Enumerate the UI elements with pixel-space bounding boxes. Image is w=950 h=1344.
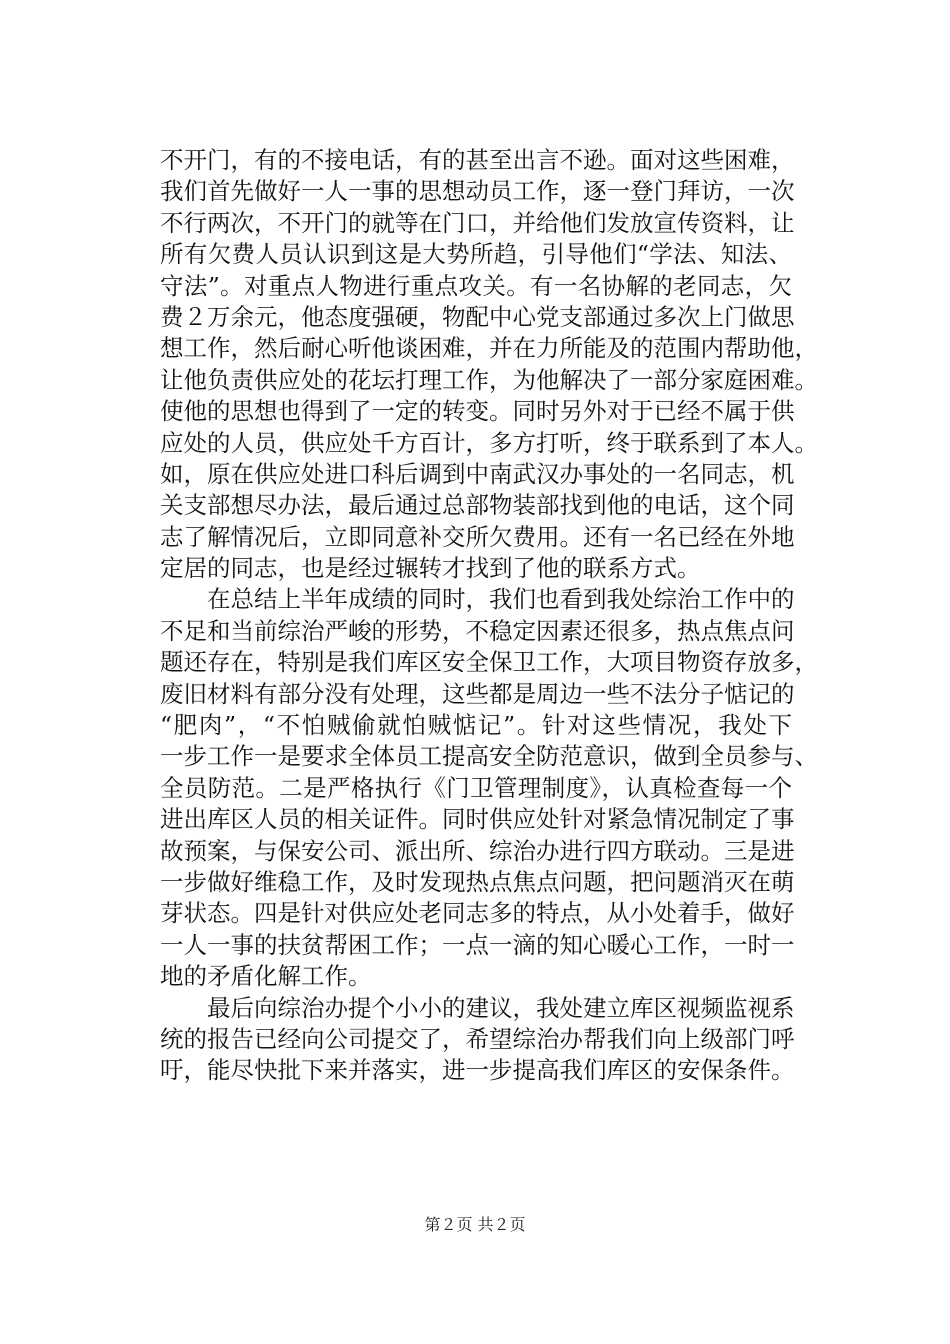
text-line: 一步工作一是要求全体员工提高安全防范意识，做到全员参与、 [160,742,818,771]
text-line: 费２万余元，他态度强硬，物配中心党支部通过多次上门做思 [160,302,795,331]
text-line: 我们首先做好一人一事的思想动员工作，逐一登门拜访，一次 [160,177,795,206]
text-line: “肥肉”，“不怕贼偷就怕贼惦记”。针对这些情况，我处下 [160,711,792,740]
paragraph [160,993,795,1087]
text-line: 不足和当前综治严峻的形势，不稳定因素还很多，热点焦点问 [160,616,795,645]
text-line: 全员防范。二是严格执行《门卫管理制度》，认真检查每一个 [160,773,792,802]
text-line: 不开门，有的不接电话，有的甚至出言不逊。面对这些困难， [160,146,795,174]
paragraph [160,145,818,584]
text-line: 守法”。对重点人物进行重点攻关。有一名协解的老同志，欠 [160,271,792,300]
text-line: 废旧材料有部分没有处理，这些都是周边一些不法分子惦记的 [160,679,795,708]
text-line: 想工作，然后耐心听他谈困难，并在力所能及的范围内帮助他， [160,334,818,363]
text-line: 地的矛盾化解工作。 [160,962,372,991]
page-footer: 第２页 共２页 [424,1215,526,1234]
text-line: 吁，能尽快批下来并落实，进一步提高我们库区的安保条件。 [160,1056,795,1085]
document-body [160,145,818,1087]
text-line: 关支部想尽办法，最后通过总部物装部找到他的电话，这个同 [160,491,795,520]
text-line: 让他负责供应处的花坛打理工作，为他解决了一部分家庭困难。 [160,365,818,394]
text-line: 一人一事的扶贫帮困工作；一点一滴的知心暖心工作，一时一 [160,930,795,959]
text-line: 在总结上半年成绩的同时，我们也看到我处综治工作中的 [207,585,795,614]
text-line: 故预案，与保安公司、派出所、综治办进行四方联动。三是进 [160,836,795,865]
text-line: 志了解情况后，立即同意补交所欠费用。还有一名已经在外地 [160,522,795,551]
text-line: 不行两次，不开门的就等在门口，并给他们发放宣传资料，让 [160,208,795,237]
text-line: 最后向综治办提个小小的建议，我处建立库区视频监视系 [207,993,795,1022]
paragraph [160,584,818,992]
text-line: 如，原在供应处进口科后调到中南武汉办事处的一名同志，机 [160,459,795,488]
text-line: 一步做好维稳工作，及时发现热点焦点问题，把问题消灭在萌 [160,867,795,896]
text-line: 定居的同志，也是经过辗转才找到了他的联系方式。 [160,554,701,583]
text-line: 统的报告已经向公司提交了，希望综治办帮我们向上级部门呼 [160,1024,795,1053]
text-line: 使他的思想也得到了一定的转变。同时另外对于已经不属于供 [160,397,795,426]
text-line: 进出库区人员的相关证件。同时供应处针对紧急情况制定了事 [160,805,795,834]
text-line: 所有欠费人员认识到这是大势所趋，引导他们“学法、知法、 [160,240,792,269]
text-line: 题还存在，特别是我们库区安全保卫工作，大项目物资存放多， [160,648,818,677]
text-line: 应处的人员，供应处千方百计，多方打听，终于联系到了本人。 [160,428,818,457]
text-line: 芽状态。四是针对供应处老同志多的特点，从小处着手，做好 [160,899,795,928]
